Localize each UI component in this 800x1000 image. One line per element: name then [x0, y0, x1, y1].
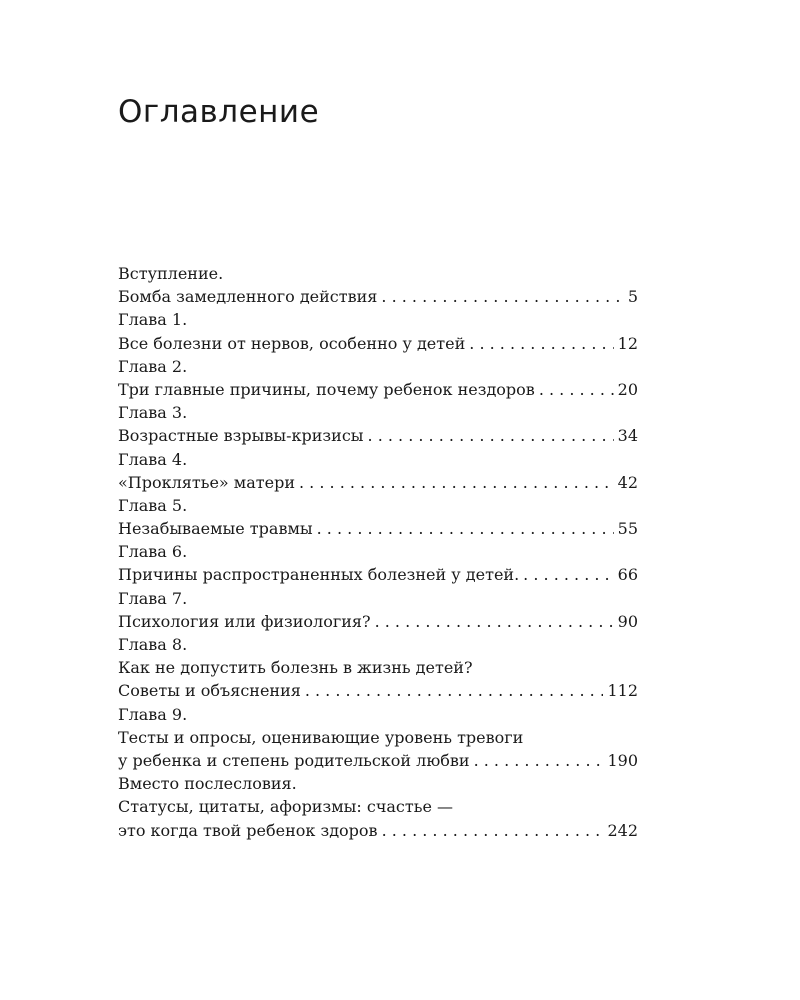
- toc-heading-text: Глава 8.: [118, 635, 188, 654]
- dot-leader: [474, 749, 604, 772]
- toc-page-number: 90: [617, 611, 638, 631]
- toc-entry-title-line: Как не допустить болезнь в жизнь детей?: [118, 658, 473, 678]
- toc-page-number: 20: [617, 379, 638, 399]
- dot-leader: [368, 424, 614, 447]
- dot-leader: [381, 285, 623, 308]
- dot-leader: [317, 517, 614, 540]
- toc-entry-title-line: Тесты и опросы, оценивающие уровень тревоги: [118, 727, 524, 747]
- toc-entry[interactable]: [118, 749, 638, 772]
- toc-heading: [118, 703, 638, 726]
- toc-entry-title: это когда твой ребенок здоров: [118, 820, 378, 840]
- toc-heading-text: Глава 7.: [118, 588, 188, 608]
- toc-entry[interactable]: [118, 332, 638, 355]
- toc-entry[interactable]: [118, 819, 638, 842]
- toc-entry-title: Незабываемые травмы: [118, 519, 313, 539]
- toc-page-number: 112: [607, 681, 638, 701]
- dot-leader: [539, 378, 614, 401]
- toc-heading: [118, 540, 638, 563]
- toc-entry[interactable]: [118, 285, 638, 308]
- dot-leader: [375, 610, 614, 633]
- toc-page-number: 12: [617, 333, 638, 353]
- toc-entry[interactable]: [118, 471, 638, 494]
- dot-leader: [523, 563, 613, 586]
- toc-page-number: 42: [617, 472, 638, 492]
- toc-entry-title: Все болезни от нервов, особенно у детей: [118, 333, 466, 353]
- dot-leader: [299, 471, 614, 494]
- toc-entry-title: Три главные причины, почему ребенок нездоров: [118, 379, 535, 399]
- toc-heading-text: Глава 5.: [118, 495, 188, 515]
- toc-heading-text: Глава 1.: [118, 310, 188, 330]
- toc-heading: [118, 633, 638, 656]
- toc-entry[interactable]: [118, 378, 638, 401]
- page-title: Оглавление: [118, 94, 320, 130]
- toc-entry-title: у ребенка и степень родительской любви: [118, 750, 470, 770]
- toc-entry-title: Психология или физиология?: [118, 611, 371, 631]
- toc-entry-title: Возрастные взрывы-кризисы: [118, 426, 364, 446]
- toc-heading: [118, 494, 638, 517]
- toc-heading: [118, 772, 638, 795]
- toc-heading-text: Глава 2.: [118, 356, 188, 376]
- dot-leader: [305, 679, 604, 702]
- toc-entry-title: Бомба замедленного действия: [118, 287, 378, 307]
- toc-page-number: 5: [627, 287, 638, 307]
- toc-entry[interactable]: [118, 517, 638, 540]
- toc-entry[interactable]: [118, 424, 638, 447]
- toc-heading-text: Вместо послесловия.: [118, 774, 297, 794]
- toc-heading-text: Глава 3.: [118, 403, 188, 423]
- toc-heading-text: Глава 4.: [118, 449, 188, 469]
- toc-page-number: 55: [617, 519, 638, 539]
- toc-page-number: 242: [607, 820, 638, 840]
- toc-heading: [118, 355, 638, 378]
- toc-entry-continuation: [118, 656, 638, 679]
- dot-leader: [469, 332, 613, 355]
- toc-entry[interactable]: [118, 679, 638, 702]
- toc-page-number: 66: [617, 565, 638, 585]
- dot-leader: [382, 819, 604, 842]
- toc-entry-title-line: Статусы, цитаты, афоризмы: счастье —: [118, 797, 454, 817]
- toc-entry-continuation: [118, 795, 638, 818]
- toc-heading: [118, 308, 638, 331]
- toc-heading: [118, 401, 638, 424]
- toc-entry[interactable]: [118, 563, 638, 586]
- toc-entry-title: «Проклятье» матери: [118, 472, 295, 492]
- table-of-contents: [118, 262, 638, 842]
- toc-entry-title: Причины распространенных болезней у детей.: [118, 565, 520, 585]
- toc-page-number: 34: [617, 426, 638, 446]
- toc-entry-continuation: [118, 726, 638, 749]
- toc-entry[interactable]: [118, 610, 638, 633]
- toc-heading: [118, 587, 638, 610]
- toc-heading: [118, 448, 638, 471]
- toc-heading-text: Вступление.: [118, 264, 224, 283]
- toc-heading: [118, 262, 638, 285]
- toc-page-number: 190: [607, 750, 638, 770]
- toc-entry-title: Советы и объяснения: [118, 681, 301, 701]
- toc-heading-text: Глава 6.: [118, 542, 188, 562]
- toc-heading-text: Глава 9.: [118, 704, 188, 724]
